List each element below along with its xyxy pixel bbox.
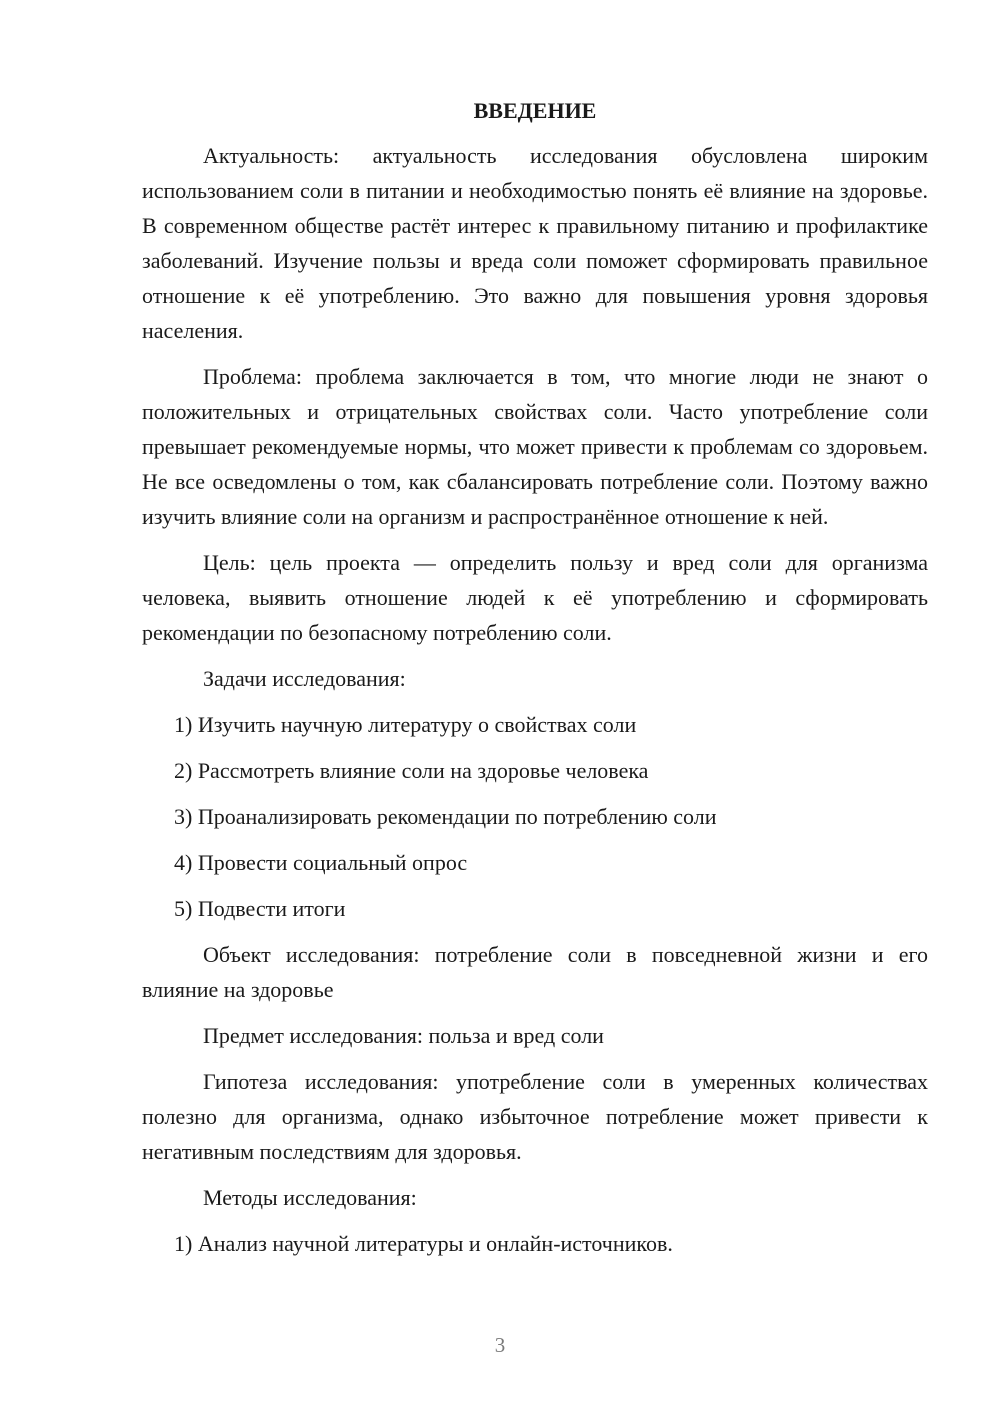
- list-item: 1) Анализ научной литературы и онлайн-источников.: [174, 1231, 673, 1256]
- paragraph-hypothesis: Гипотеза исследования: употребление соли в умеренных количествах полезно для организма, однако избыточное потребление может привести к негативным последствиям для здоровья.: [142, 1069, 928, 1164]
- page-number: 3: [494, 1333, 506, 1357]
- page-content: [142, 96, 928, 1272]
- methods-list: [142, 1226, 928, 1261]
- list-item: 1) Изучить научную литературу о свойствах соли: [174, 712, 637, 737]
- paragraph-subject: Предмет исследования: польза и вред соли: [203, 1023, 604, 1048]
- tasks-list: [142, 707, 928, 926]
- paragraph-relevance: Актуальность: актуальность исследования обусловлена широким использованием соли в питании и необходимостью понять её влияние на здоровье. В современном обществе растёт интерес к правильному питанию и профилактике заболеваний. Изучение пользы и вреда соли поможет сформировать правильное отношение к её употреблению. Это важно для повышения уровня здоровья населения.: [142, 143, 928, 343]
- section-heading: ВВЕДЕНИЕ: [473, 98, 597, 123]
- paragraph-problem: Проблема: проблема заключается в том, что многие люди не знают о положительных и отрицательных свойствах соли. Часто употребление соли превышает рекомендуемые нормы, что может привести к проблемам со здоровьем. Не все осведомлены о том, как сбалансировать потребление соли. Поэтому важно изучить влияние соли на организм и распространённое отношение к ней.: [142, 364, 928, 529]
- methods-heading: Методы исследования:: [203, 1185, 417, 1210]
- list-item: 4) Провести социальный опрос: [174, 850, 468, 875]
- list-item: 3) Проанализировать рекомендации по потреблению соли: [174, 804, 717, 829]
- list-item: 5) Подвести итоги: [174, 896, 346, 921]
- tasks-heading: Задачи исследования:: [203, 666, 406, 691]
- paragraph-object: Объект исследования: потребление соли в повседневной жизни и его влияние на здоровье: [142, 942, 928, 1002]
- list-item: 2) Рассмотреть влияние соли на здоровье человека: [174, 758, 649, 783]
- paragraph-goal: Цель: цель проекта — определить пользу и вред соли для организма человека, выявить отношение людей к её употреблению и сформировать рекомендации по безопасному потреблению соли.: [142, 550, 928, 645]
